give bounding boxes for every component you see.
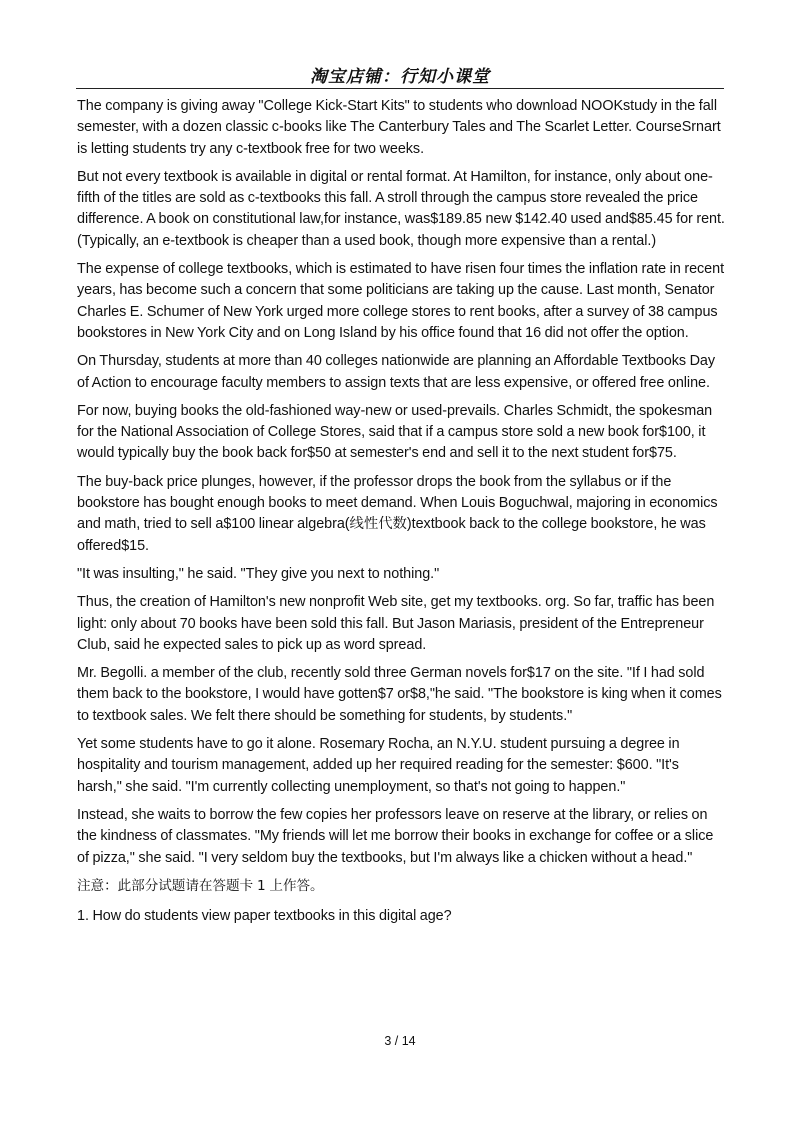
paragraph-11: Instead, she waits to borrow the few copies her professors leave on reserve at the library, or relies on the kindness of classmates. "My friends will let me borrow their books in exchange for coffee or a slice of pizza," she said. "I very seldom buy the textbooks, but I'm always like a chicken without a head." (77, 806, 714, 866)
answer-card-notice: 注意：此部分试题请在答题卡 1 上作答。 (77, 877, 324, 894)
paragraph-3: The expense of college textbooks, which is estimated to have risen four times the inflation rate in recent years, has become such a concern that some politicians are taking up the cause. Last month, Senator Charles E. Schumer of New York urged more college stores to rent books, after a survey of 38 campus bookstores in New York City and on Long Island by his office found that 16 did not offer the option. (77, 261, 725, 341)
paragraph-1: The company is giving away "College Kick-Start Kits" to students who download NOOKstudy in the fall semester, with a dozen classic c-books like The Canterbury Tales and The Scarlet Letter. CourseSrnart is letting students try any c-textbook free for two weeks. (77, 98, 721, 157)
paragraph-9: Mr. Begolli. a member of the club, recently sold three German novels for$17 on the site. "If I had sold them back to the bookstore, I would have gotten$7 or$8,"he said. "The bookstore is king when it comes to textbook sales. We felt there should be something for students, by students." (77, 665, 722, 724)
paragraph-5: For now, buying books the old-fashioned way-new or used-prevails. Charles Schmidt, the spokesman for the National Association of College Stores, said that if a campus store sold a new book for$100, it would typically buy the book back for$50 at semester's end and sell it to the next student for$75. (77, 402, 713, 462)
paragraph-2: But not every textbook is available in digital or rental format. At Hamilton, for instance, only about one-fifth of the titles are sold as c-textbooks this fall. A stroll through the campus store revealed the price difference. A book on constitutional law,for instance, was$189.85 new $142.40 used and$85.45 for rent. (Typically, an e-textbook is cheaper than a used book, though more expensive than a rental.) (77, 168, 725, 249)
page-number: 3 / 14 (384, 1034, 416, 1048)
article-body (77, 96, 725, 934)
question-1: 1. How do students view paper textbooks in this digital age? (77, 908, 452, 925)
paragraph-6: The buy-back price plunges, however, if the professor drops the book from the syllabus or if the bookstore has bought enough books to meet demand. When Louis Boguchwal, majoring in economics and math, tried to sell a$100 linear algebra(线性代数)textbook back to the college bookstore, he was offered$15. (77, 473, 718, 554)
page-header-title: 淘宝店铺：行知小课堂 (310, 67, 490, 87)
paragraph-4: On Thursday, students at more than 40 colleges nationwide are planning an Affordable Textbooks Day of Action to encourage faculty members to assign texts that are less expensive, or offered free online. (77, 353, 716, 391)
header-divider (76, 88, 724, 89)
paragraph-8: Thus, the creation of Hamilton's new nonprofit Web site, get my textbooks. org. So far, traffic has been light: only about 70 books have been sold this fall. But Jason Mariasis, president of the Entrepreneur Club, said he expected sales to pick up as word spread. (77, 594, 715, 653)
paragraph-10: Yet some students have to go it alone. Rosemary Rocha, an N.Y.U. student pursuing a degree in hospitality and tourism management, added up her required reading for the semester: $600. "It's harsh," she said. "I'm currently collecting unemployment, so that's not going to happen." (77, 736, 680, 795)
paragraph-7: "It was insulting," he said. "They give you next to nothing." (77, 565, 440, 582)
